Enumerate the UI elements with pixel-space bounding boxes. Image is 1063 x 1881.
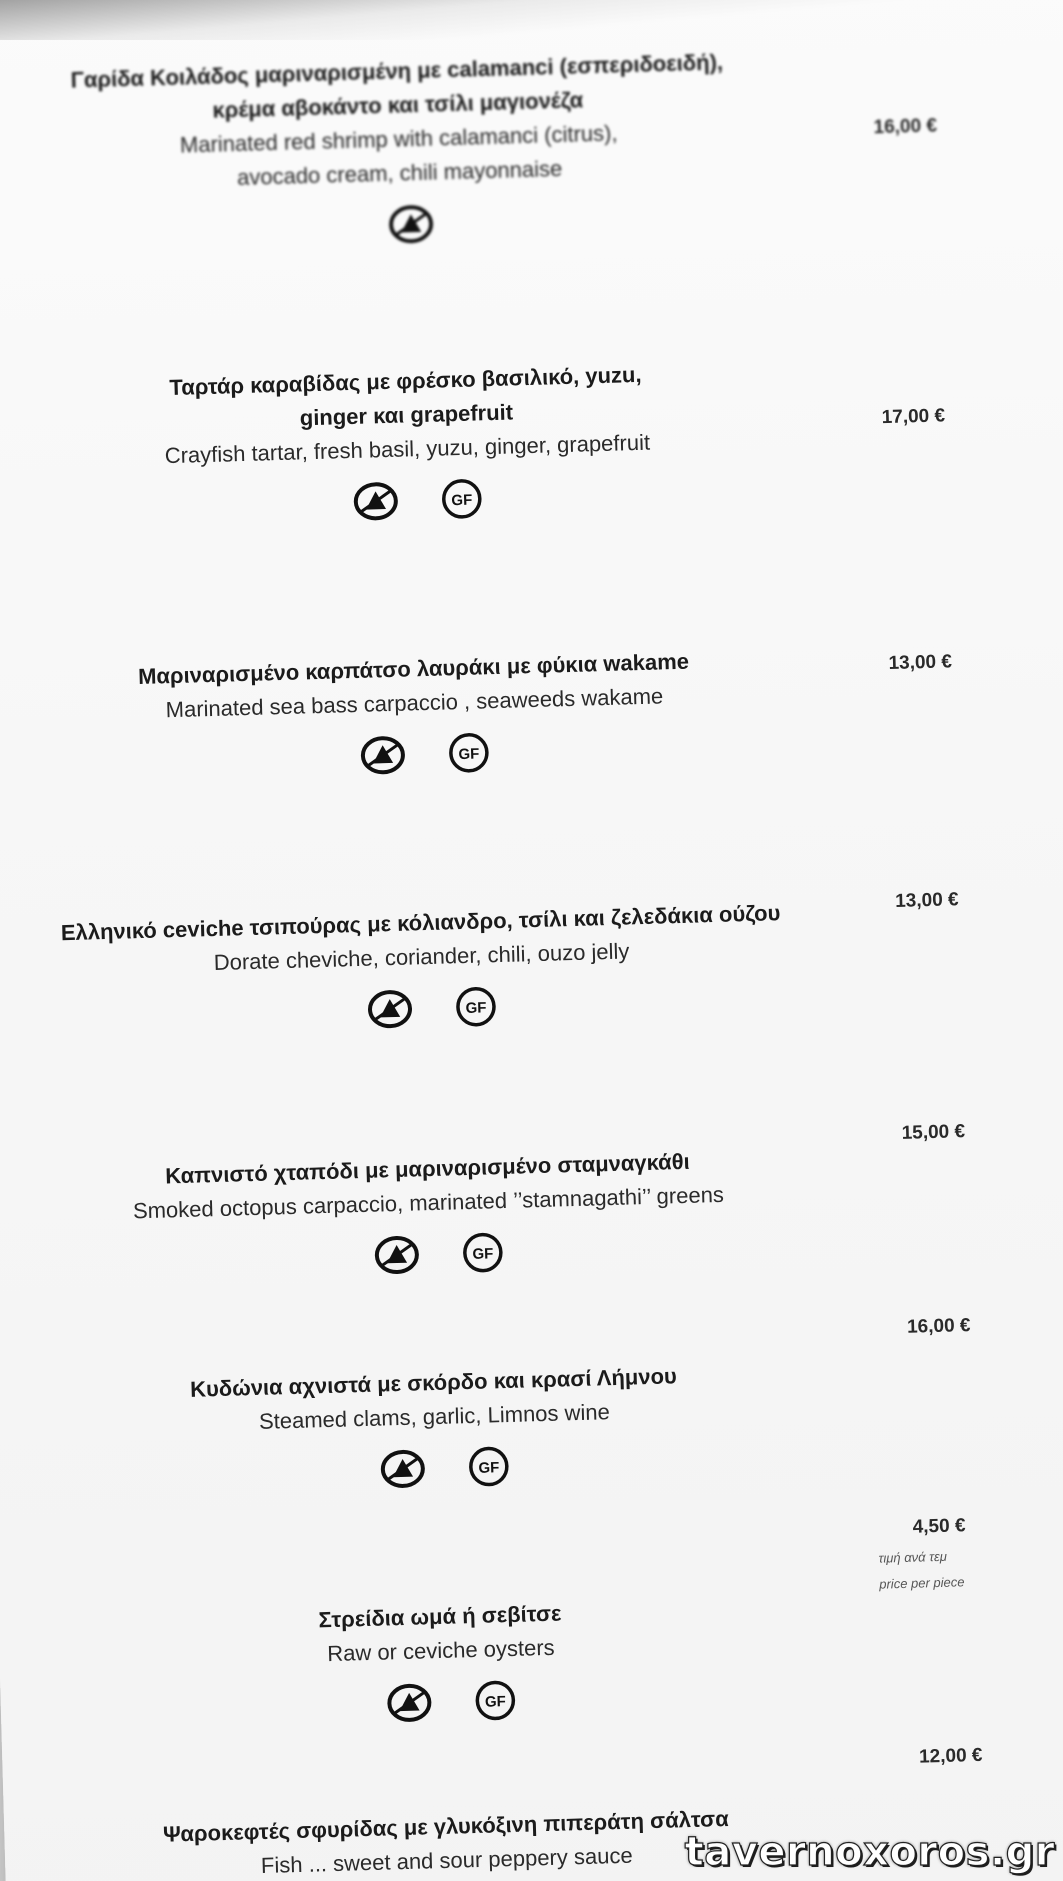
diet-icons xyxy=(43,978,804,1039)
diet-icons xyxy=(28,470,789,531)
menu-item-steamed-clams xyxy=(53,1355,816,1498)
diet-icons xyxy=(62,1671,823,1732)
menu-item-crayfish-tartar xyxy=(25,354,789,531)
gluten-free-label: GF xyxy=(458,745,480,764)
raw-icon xyxy=(365,988,414,1029)
price-note-line: τιμή ανά τεμ xyxy=(878,1548,948,1566)
item-title-line: Ταρτάρ καραβίδας με φρέσκο βασιλικό, yuzu, xyxy=(169,361,642,401)
item-title-line: Κυδώνια αχνιστά με σκόρδο και κρασί Λήμνου xyxy=(189,1363,678,1402)
gluten-free-icon xyxy=(458,1232,507,1273)
item-title-line: Στρείδια ωμά ή σεβίτσε xyxy=(318,1600,562,1633)
diet-icons xyxy=(35,724,796,785)
gluten-free-label: GF xyxy=(472,1245,494,1263)
gluten-free-icon xyxy=(437,478,486,519)
raw-icon xyxy=(378,1448,427,1489)
item-price: 4,50 € xyxy=(912,1515,966,1538)
item-title-line: Μαριναρισμένο καρπάτσο λαυράκι με φύκια wakame xyxy=(137,648,690,690)
item-description-line: Crayfish tartar, fresh basil, yuzu, ginger, grapefruit xyxy=(164,429,651,469)
gluten-free-icon xyxy=(451,986,500,1027)
item-price: 15,00 € xyxy=(901,1121,966,1144)
price-note-line: price per piece xyxy=(879,1574,965,1592)
menu-item-oysters xyxy=(60,1589,823,1732)
gluten-free-icon xyxy=(471,1680,520,1721)
gluten-free-label: GF xyxy=(451,491,473,510)
item-description-line: Steamed clams, garlic, Limnos wine xyxy=(258,1399,611,1434)
item-title-line: κρέμα αβοκάντο και τσίλι μαγιονέζα xyxy=(212,87,584,123)
item-title-line: Γαρίδα Κοιλάδος μαριναρισμένη με calamanci (εσπεριδοειδή), xyxy=(70,49,724,93)
item-price: 17,00 € xyxy=(881,405,946,429)
item-title-line: Ψαροκεφτές σφυρίδας με γλυκόξινη πιπεράτη σάλτσα xyxy=(162,1805,729,1847)
item-description-line: Dorate cheviche, coriander, chili, ouzo jelly xyxy=(213,938,630,976)
item-price: 16,00 € xyxy=(873,115,938,139)
diet-icons xyxy=(55,1437,816,1498)
raw-icon xyxy=(385,1682,434,1723)
gluten-free-label: GF xyxy=(484,1693,507,1711)
gluten-free-label: GF xyxy=(478,1459,500,1477)
item-description-line: Raw or ceviche oysters xyxy=(326,1634,555,1667)
diet-icons xyxy=(21,194,782,255)
item-price: 13,00 € xyxy=(894,889,959,912)
item-description-line: Smoked octopus carpaccio, marinated ’’stamnagathi’’ greens xyxy=(132,1181,725,1224)
item-description-line: Marinated sea bass carpaccio , seaweeds wakame xyxy=(165,683,664,723)
item-price: 13,00 € xyxy=(888,651,953,675)
menu-item-red-shrimp xyxy=(17,44,782,255)
gluten-free-icon xyxy=(464,1446,513,1487)
site-watermark: tavernoxoros.gr xyxy=(684,1829,1055,1875)
diet-icons xyxy=(49,1223,810,1284)
price-per-piece-note xyxy=(878,1543,965,1597)
raw-icon xyxy=(351,481,400,522)
item-description-line: Fish ... sweet and sour peppery sauce xyxy=(260,1842,633,1879)
item-title-line: Καπνιστό χταπόδι με μαριναρισμένο σταμναγκάθι xyxy=(164,1148,690,1189)
item-price: 12,00 € xyxy=(918,1744,983,1768)
menu-item-smoked-octopus xyxy=(47,1142,810,1285)
menu-item-dorate-ceviche xyxy=(40,896,803,1039)
raw-icon xyxy=(358,735,407,776)
gluten-free-label: GF xyxy=(465,999,487,1017)
item-title-line: Ελληνικό ceviche τσιπούρας με κόλιανδρο, τσίλι και ζελεδάκια ούζου xyxy=(60,900,781,946)
menu-item-sea-bass-carpaccio xyxy=(33,642,796,785)
gluten-free-icon xyxy=(444,732,493,773)
item-title-line: ginger και grapefruit xyxy=(299,399,514,431)
item-price: 16,00 € xyxy=(906,1315,971,1338)
raw-icon xyxy=(387,204,436,245)
item-description-line: Marinated red shrimp with calamanci (citrus), xyxy=(179,120,618,158)
raw-icon xyxy=(372,1234,421,1275)
item-description-line: avocado cream, chili mayonnaise xyxy=(236,155,563,191)
